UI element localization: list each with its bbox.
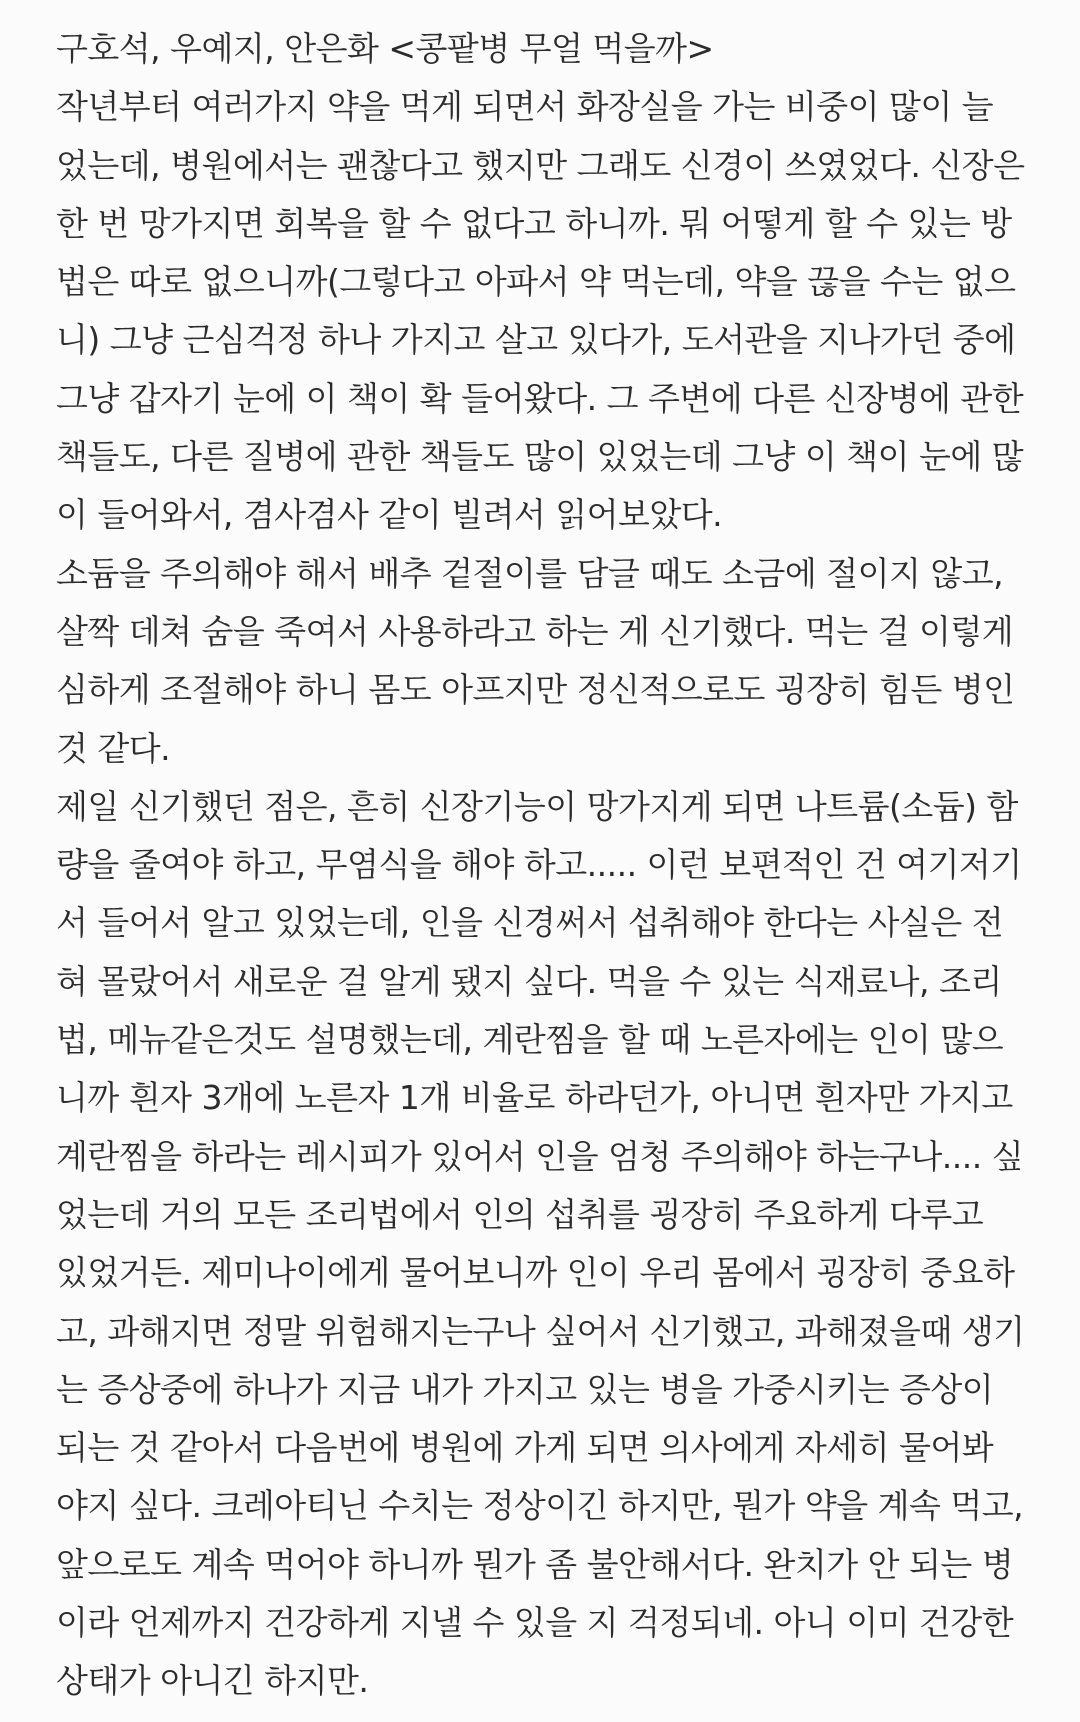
text-line: 심하게 조절해야 하니 몸도 아프지만 정신적으로도 굉장히 힘든 병인 xyxy=(56,670,1015,710)
text-line: 있었거든. 제미나이에게 물어보니까 인이 우리 몸에서 굉장히 중요하 xyxy=(56,1253,1015,1293)
text-line: 작년부터 여러가지 약을 먹게 되면서 화장실을 가는 비중이 많이 늘 xyxy=(56,87,994,127)
text-line: 량을 줄여야 하고, 무염식을 해야 하고..... 이런 보편적인 건 여기저기 xyxy=(56,845,1022,885)
text-line: 살짝 데쳐 숨을 죽여서 사용하라고 하는 게 신기했다. 먹는 걸 이렇게 xyxy=(56,611,1014,651)
text-line: 한 번 망가지면 회복을 할 수 없다고 하니까. 뭐 어떻게 할 수 있는 방 xyxy=(56,203,1012,243)
paragraph-1 xyxy=(56,78,1028,544)
text-line: 계란찜을 하라는 레시피가 있어서 인을 엄청 주의해야 하는구나.... 싶 xyxy=(56,1136,1024,1176)
text-line: 그냥 갑자기 눈에 이 책이 확 들어왔다. 그 주변에 다른 신장병에 관한 xyxy=(56,378,1024,418)
text-line: 야지 싶다. 크레아티닌 수치는 정상이긴 하지만, 뭔가 약을 계속 먹고, xyxy=(56,1486,1024,1526)
text-line: 혀 몰랐어서 새로운 걸 알게 됐지 싶다. 먹을 수 있는 식재료나, 조리 xyxy=(56,961,1002,1001)
text-line: 는 증상중에 하나가 지금 내가 가지고 있는 병을 가중시키는 증상이 xyxy=(56,1369,994,1409)
text-line: 이 들어와서, 겸사겸사 같이 빌려서 읽어보았다. xyxy=(56,495,723,535)
text-line: 법은 따로 없으니까(그렇다고 아파서 약 먹는데, 약을 끊을 수는 없으 xyxy=(56,262,1016,302)
text-line: 것 같다. xyxy=(56,728,171,768)
text-line: 이라 언제까지 건강하게 지낼 수 있을 지 걱정되네. 아니 이미 건강한 xyxy=(56,1603,1014,1643)
paragraph-2 xyxy=(56,545,1028,778)
text-line: 상태가 아니긴 하지만. xyxy=(56,1661,369,1701)
text-line: 니) 그냥 근심걱정 하나 가지고 살고 있다가, 도서관을 지나가던 중에 xyxy=(56,320,1016,360)
paragraph-3 xyxy=(56,778,1028,1711)
text-line: 법, 메뉴같은것도 설명했는데, 계란찜을 할 때 노른자에는 인이 많으 xyxy=(56,1020,1004,1060)
text-line: 서 들어서 알고 있었는데, 인을 신경써서 섭취해야 한다는 사실은 전 xyxy=(56,903,1004,943)
text-line: 소듐을 주의해야 해서 배추 겉절이를 담글 때도 소금에 절이지 않고, xyxy=(56,553,1004,593)
text-line: 었는데, 병원에서는 괜찮다고 했지만 그래도 신경이 쓰였었다. 신장은 xyxy=(56,145,1025,185)
text-line: 고, 과해지면 정말 위험해지는구나 싶어서 신기했고, 과해졌을때 생기 xyxy=(56,1311,1025,1351)
text-line: 니까 흰자 3개에 노른자 1개 비율로 하라던가, 아니면 흰자만 가지고 xyxy=(56,1078,1013,1118)
book-title-line: 구호석, 우예지, 안은화 <콩팥병 무얼 먹을까> xyxy=(56,29,714,68)
text-line: 책들도, 다른 질병에 관한 책들도 많이 있었는데 그냥 이 책이 눈에 많 xyxy=(56,437,1024,477)
text-line: 앞으로도 계속 먹어야 하니까 뭔가 좀 불안해서다. 완치가 안 되는 병 xyxy=(56,1544,1014,1584)
text-line: 되는 것 같아서 다음번에 병원에 가게 되면 의사에게 자세히 물어봐 xyxy=(56,1428,994,1468)
text-line: 제일 신기했던 점은, 흔히 신장기능이 망가지게 되면 나트륨(소듐) 함 xyxy=(56,786,1018,826)
text-line: 었는데 거의 모든 조리법에서 인의 섭취를 굉장히 주요하게 다루고 xyxy=(56,1194,984,1234)
